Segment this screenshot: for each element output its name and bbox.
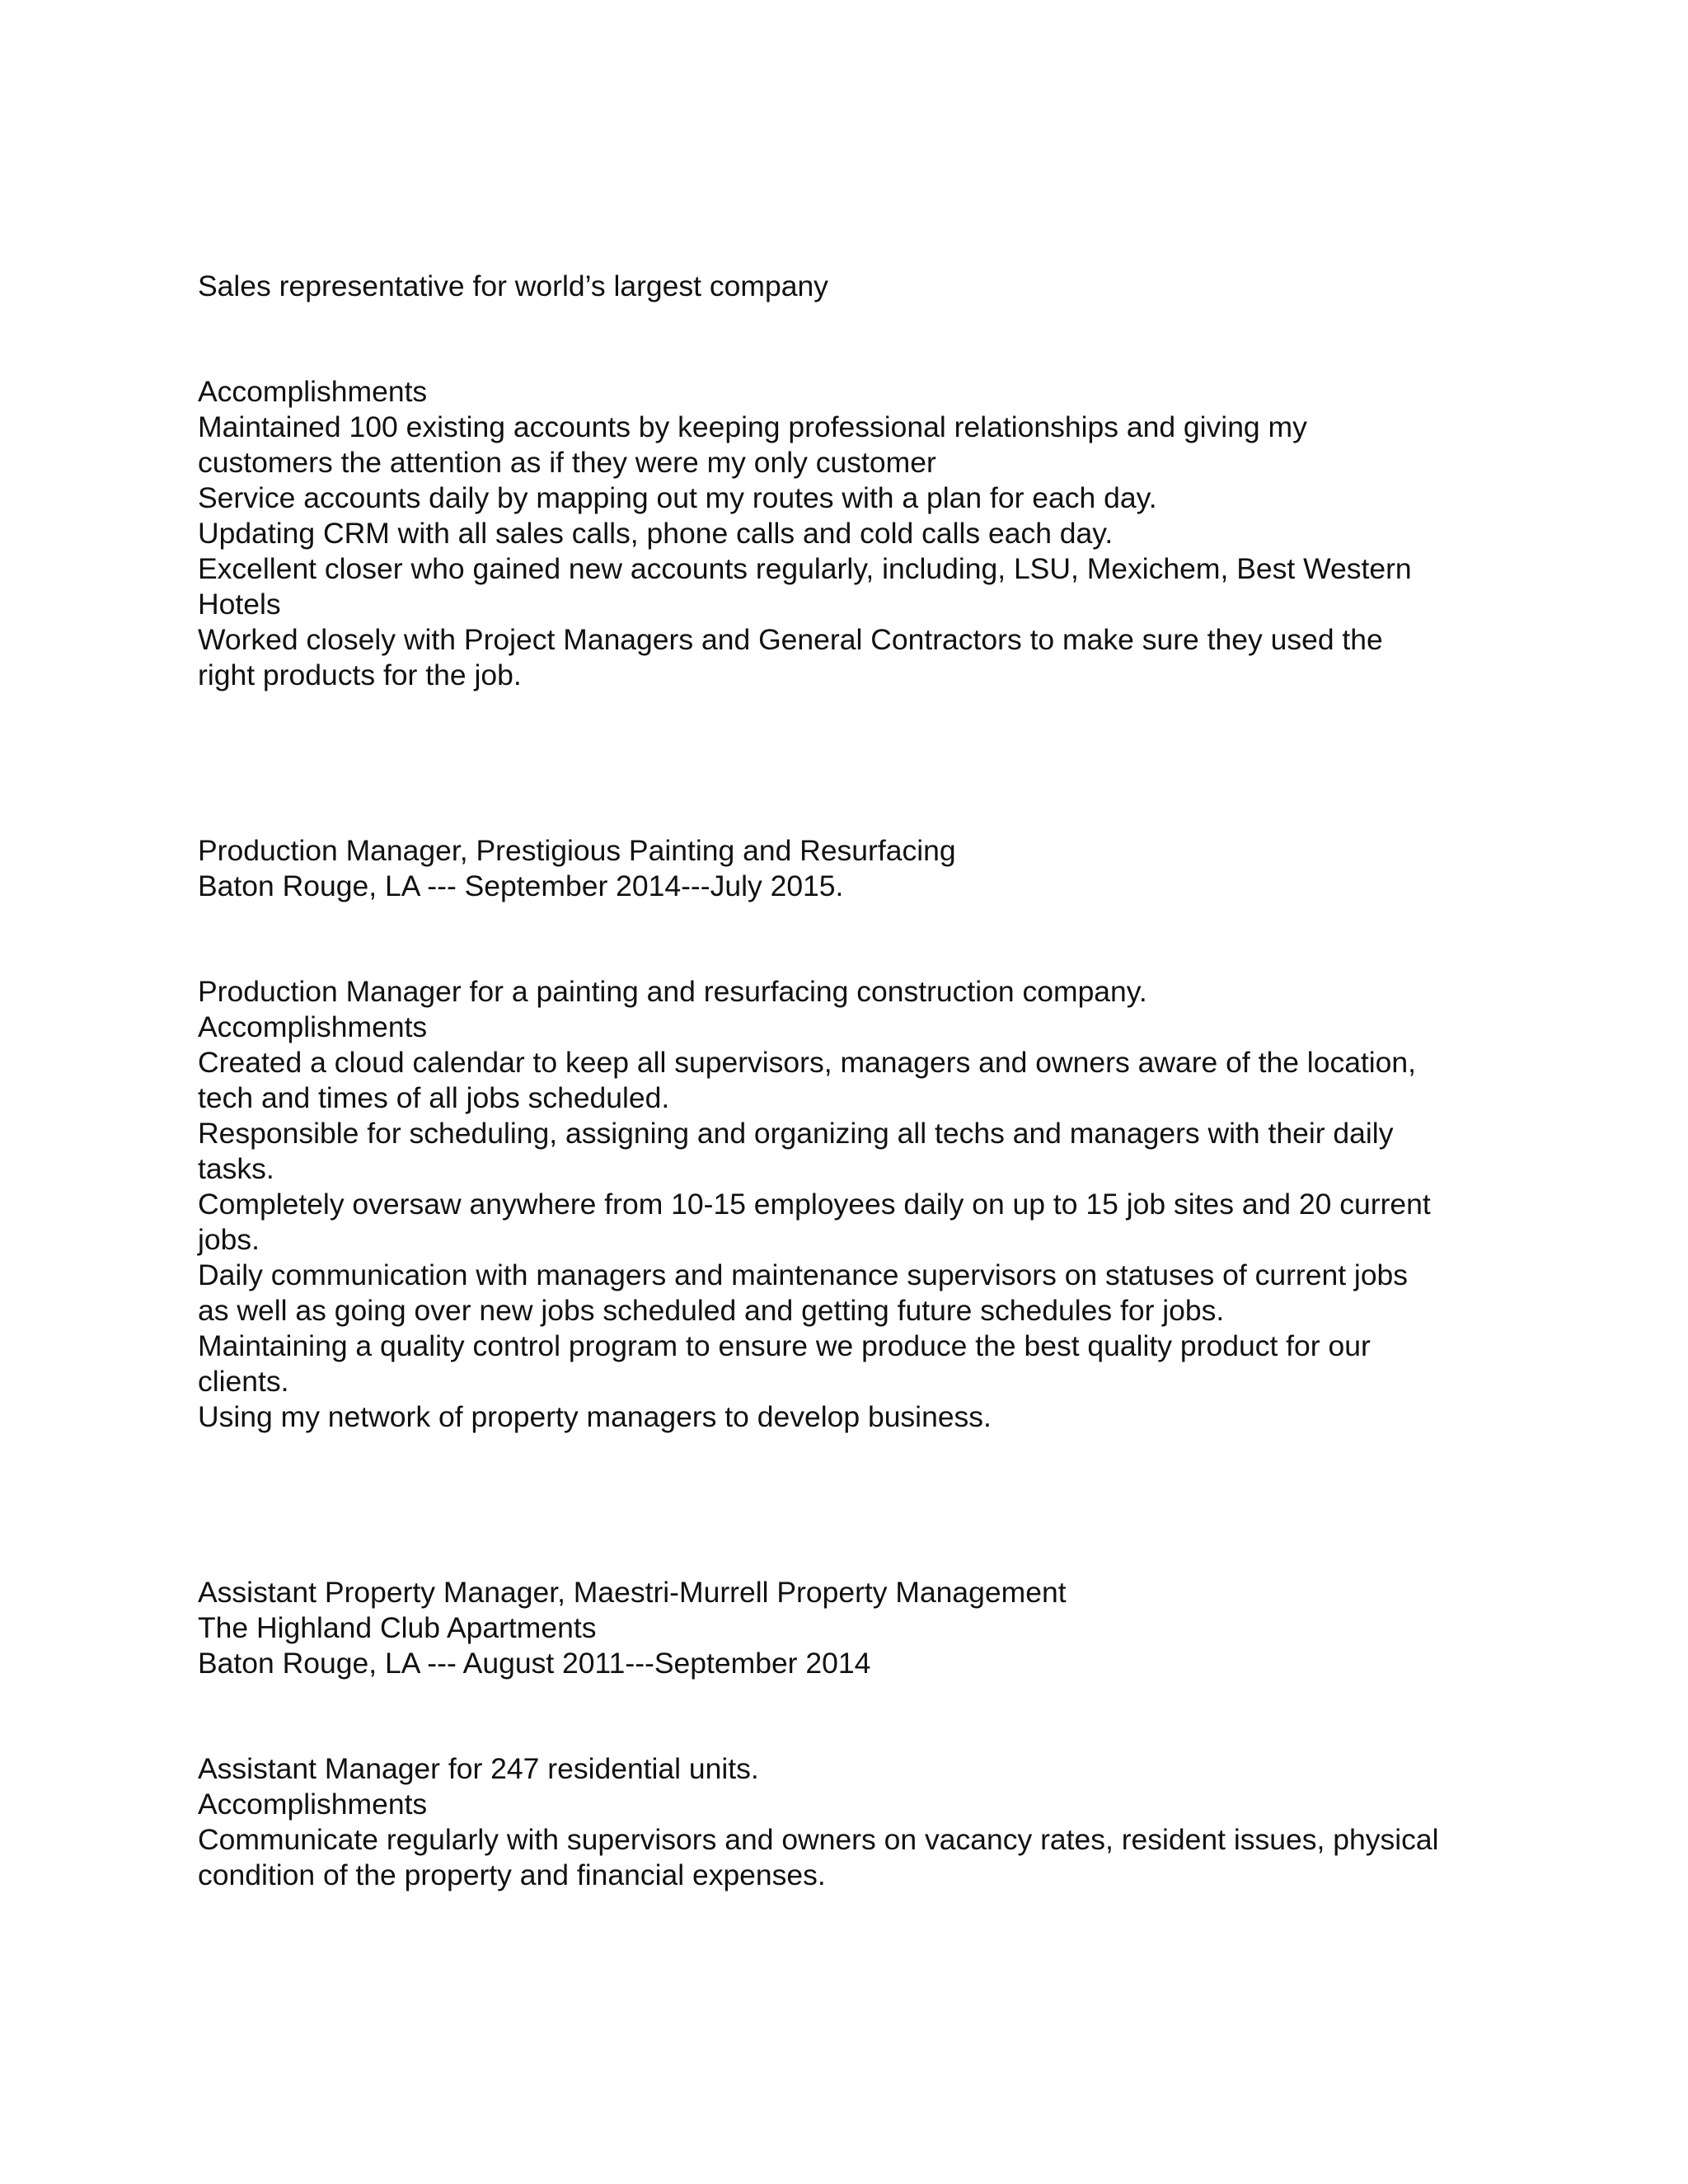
- body-line: Updating CRM with all sales calls, phone calls and cold calls each day.: [198, 517, 1114, 550]
- job-location-dates: Baton Rouge, LA --- September 2014---July 2015.: [198, 869, 844, 902]
- body-line: Responsible for scheduling, assigning and organizing all techs and managers with their daily: [198, 1117, 1394, 1150]
- body-line: Maintained 100 existing accounts by keeping professional relationships and giving my: [198, 410, 1307, 443]
- section-heading: Accomplishments: [198, 375, 428, 408]
- section-heading: Accomplishments: [198, 1788, 428, 1821]
- job-summary: Assistant Manager for 247 residential units.: [198, 1752, 759, 1785]
- body-line: Worked closely with Project Managers and General Contractors to make sure they used the: [198, 623, 1383, 656]
- body-line: Daily communication with managers and maintenance supervisors on statuses of current jobs: [198, 1258, 1409, 1291]
- body-line: Service accounts daily by mapping out my routes with a plan for each day.: [198, 481, 1157, 514]
- job-property: The Highland Club Apartments: [198, 1611, 597, 1644]
- body-line: as well as going over new jobs scheduled and getting future schedules for jobs.: [198, 1294, 1225, 1327]
- body-line: Communicate regularly with supervisors and owners on vacancy rates, resident issues, physical: [198, 1823, 1439, 1856]
- body-line: Completely oversaw anywhere from 10-15 employees daily on up to 15 job sites and 20 current: [198, 1188, 1431, 1221]
- body-line: Maintaining a quality control program to ensure we produce the best quality product for our: [198, 1329, 1371, 1362]
- body-line: tech and times of all jobs scheduled.: [198, 1081, 670, 1114]
- body-line: Using my network of property managers to develop business.: [198, 1400, 992, 1433]
- body-line: customers the attention as if they were my only customer: [198, 446, 936, 479]
- job-location-dates: Baton Rouge, LA --- August 2011---September 2014: [198, 1647, 871, 1680]
- body-line: Hotels: [198, 588, 281, 621]
- body-line: tasks.: [198, 1152, 274, 1185]
- job-title: Assistant Property Manager, Maestri-Murrell Property Management: [198, 1576, 1067, 1609]
- body-line: Created a cloud calendar to keep all supervisors, managers and owners aware of the location,: [198, 1046, 1417, 1079]
- section-heading: Accomplishments: [198, 1010, 428, 1043]
- body-line: jobs.: [198, 1223, 260, 1256]
- job-summary: Production Manager for a painting and resurfacing construction company.: [198, 975, 1147, 1008]
- body-line: Excellent closer who gained new accounts regularly, including, LSU, Mexichem, Best Western: [198, 552, 1412, 585]
- body-line: clients.: [198, 1365, 289, 1398]
- body-line: condition of the property and financial expenses.: [198, 1858, 826, 1891]
- intro-line: Sales representative for world’s largest company: [198, 269, 828, 302]
- job-title: Production Manager, Prestigious Painting and Resurfacing: [198, 834, 956, 867]
- body-line: right products for the job.: [198, 658, 522, 691]
